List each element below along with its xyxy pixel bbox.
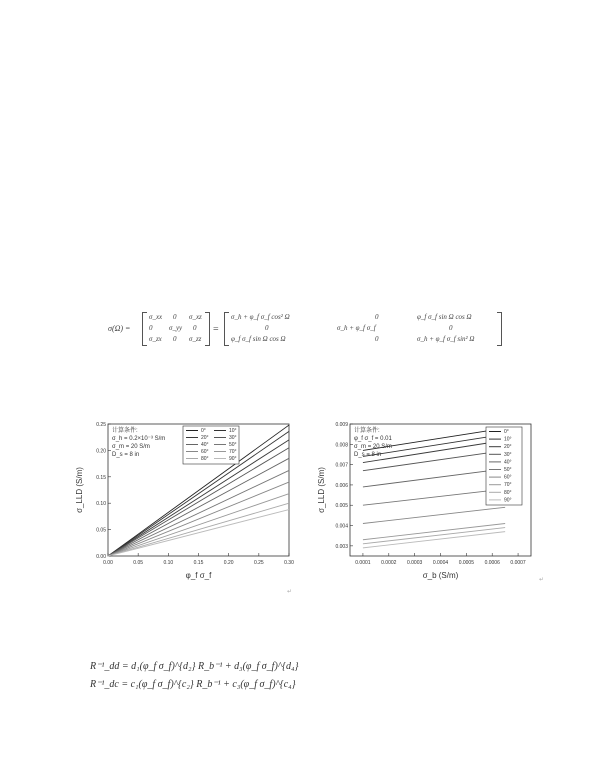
condition-text: σ_m = 20 S/m — [112, 444, 150, 450]
legend-label: 50° — [229, 442, 237, 448]
matrix1-cell: σ_xx — [149, 313, 163, 321]
condition-text: σ_m = 20 S/m — [354, 444, 392, 450]
x-tick-label: 0.20 — [223, 560, 234, 566]
legend-label: 60° — [504, 474, 512, 481]
y-tick-label: 0.005 — [335, 503, 348, 510]
series-line-80deg — [363, 528, 505, 544]
legend-label: 30° — [504, 451, 512, 458]
chart-conductivity-vs-matrix — [317, 418, 545, 590]
matrix2-cell: σ_h + φ_f σ_f cos² Ω — [231, 313, 290, 321]
series-line-50deg — [108, 470, 289, 556]
return-mark-icon: ↵ — [539, 576, 545, 583]
legend-label: 50° — [504, 467, 512, 473]
legend-label: 20° — [201, 435, 209, 441]
condition-text: φ_f σ_f = 0.01 — [354, 436, 392, 442]
x-tick-label: 0.0001 — [355, 560, 371, 566]
x-tick-label: 0.0002 — [381, 560, 397, 566]
condition-text: σ_h = 0.2×10⁻³ S/m — [112, 436, 166, 442]
x-tick-label: 0.10 — [163, 560, 174, 566]
matrix1-cell: 0 — [193, 324, 197, 332]
y-tick-label: 0.15 — [96, 474, 106, 481]
matrix1-cell: 0 — [149, 324, 153, 332]
x-tick-label: 0.0006 — [484, 560, 500, 566]
matrix1-cell: σ_zx — [149, 335, 162, 343]
legend-label: 70° — [229, 449, 237, 455]
formula-shallow: R⁻¹_dc = c₁(φ_f σ_f)^{c₂} R_b⁻¹ + c₃(φ_f σ_f)^{c₄} — [90, 679, 296, 690]
series-line-40deg — [363, 469, 505, 487]
matrix1-cell: σ_yy — [169, 324, 183, 332]
y-tick-label: 0.05 — [96, 527, 106, 534]
y-tick-label: 0.007 — [335, 462, 348, 469]
matrix2-cell: σ_h + φ_f σ_f — [337, 324, 376, 332]
matrix2-cell: 0 — [375, 335, 379, 343]
y-tick-label: 0.004 — [335, 523, 348, 530]
matrix-1 — [142, 312, 210, 346]
series-line-80deg — [108, 503, 289, 556]
series-line-40deg — [108, 458, 289, 556]
x-tick-label: 0.0007 — [510, 560, 526, 566]
x-tick-label: 0.0005 — [458, 560, 475, 566]
y-tick-label: 0.003 — [335, 543, 348, 550]
legend-label: 60° — [201, 449, 209, 455]
x-axis-label: σ_b (S/m) — [422, 571, 459, 580]
return-mark-icon: ↵ — [287, 588, 293, 595]
matrix1-cell: 0 — [173, 335, 177, 343]
y-tick-label: 0.006 — [335, 482, 348, 489]
y-tick-label: 0.009 — [335, 422, 348, 428]
matrix1-cell: σ_xz — [189, 313, 202, 321]
x-tick-label: 0.25 — [253, 560, 264, 566]
legend-label: 40° — [504, 459, 512, 466]
x-tick-label: 0.05 — [133, 560, 144, 566]
formula-deep: R⁻¹_dd = d₁(φ_f σ_f)^{d₂} R_b⁻¹ + d₃(φ_f σ_f)^{d₄} — [90, 661, 299, 672]
legend-label: 80° — [504, 489, 512, 496]
legend-label: 40° — [201, 442, 209, 448]
y-tick-label: 0.008 — [335, 442, 348, 449]
legend-label: 90° — [229, 456, 237, 462]
matrix2-cell: 0 — [449, 324, 453, 332]
legend-label: 20° — [504, 444, 512, 451]
matrix2-cell: φ_f σ_f sin Ω cos Ω — [231, 335, 286, 343]
series-line-90deg — [363, 532, 505, 548]
y-axis-label: σ_LLD (S/m) — [317, 467, 326, 513]
series-line-50deg — [363, 489, 505, 505]
matrix-2 — [224, 312, 502, 346]
y-axis-label: σ_LLD (S/m) — [75, 467, 84, 513]
legend-label: 0° — [201, 428, 206, 434]
matrix2-cell: σ_h + φ_f σ_f sin² Ω — [417, 335, 475, 343]
x-tick-label: 0.0003 — [406, 560, 423, 566]
equation-lhs: σ(Ω) = — [108, 324, 131, 333]
matrix1-cell: 0 — [173, 313, 177, 321]
y-tick-label: 0.10 — [96, 501, 106, 508]
x-tick-label: 0.00 — [103, 560, 113, 566]
x-tick-label: 0.0004 — [432, 560, 449, 566]
matrix2-cell: 0 — [375, 313, 379, 321]
y-tick-label: 0.25 — [96, 422, 106, 428]
condition-text: D_s = 8 in — [354, 452, 382, 458]
conductivity-tensor-equation: σ(Ω) = σ_xx 0 σ_xz 0 σ_yy 0 σ_zx 0 σ_zz = σ_h + φ_f σ_f cos² Ω 0 φ_f σ_f sin Ω cos Ω 0 σ_h + φ_f σ_f 0 φ_f σ_f sin Ω cos Ω 0 σ_h + φ_f σ_f sin² Ω — [108, 312, 500, 346]
legend-label: 80° — [201, 456, 209, 462]
series-line-60deg — [363, 507, 505, 523]
legend-label: 0° — [504, 429, 509, 435]
matrix2-cell: 0 — [265, 324, 269, 332]
series-line-90deg — [108, 510, 289, 556]
legend-label: 90° — [504, 497, 512, 504]
series-line-70deg — [108, 494, 289, 556]
matrix1-cell: σ_zz — [189, 335, 202, 343]
legend-label: 70° — [504, 482, 512, 489]
x-tick-label: 0.30 — [284, 560, 294, 566]
legend-label: 10° — [229, 428, 237, 434]
x-tick-label: 0.15 — [193, 560, 204, 566]
condition-text: 计算条件: — [112, 428, 138, 434]
chart-conductivity-vs-fracture — [75, 418, 300, 590]
series-line-70deg — [363, 524, 505, 540]
matrix2-cell: φ_f σ_f sin Ω cos Ω — [417, 313, 472, 321]
y-tick-label: 0.00 — [96, 554, 106, 560]
condition-text: 计算条件: — [354, 428, 380, 434]
y-tick-label: 0.20 — [96, 448, 106, 455]
legend-label: 30° — [229, 435, 237, 441]
x-axis-label: φ_f σ_f — [185, 571, 212, 580]
legend-label: 10° — [504, 436, 512, 443]
condition-text: D_s = 8 in — [112, 452, 140, 458]
